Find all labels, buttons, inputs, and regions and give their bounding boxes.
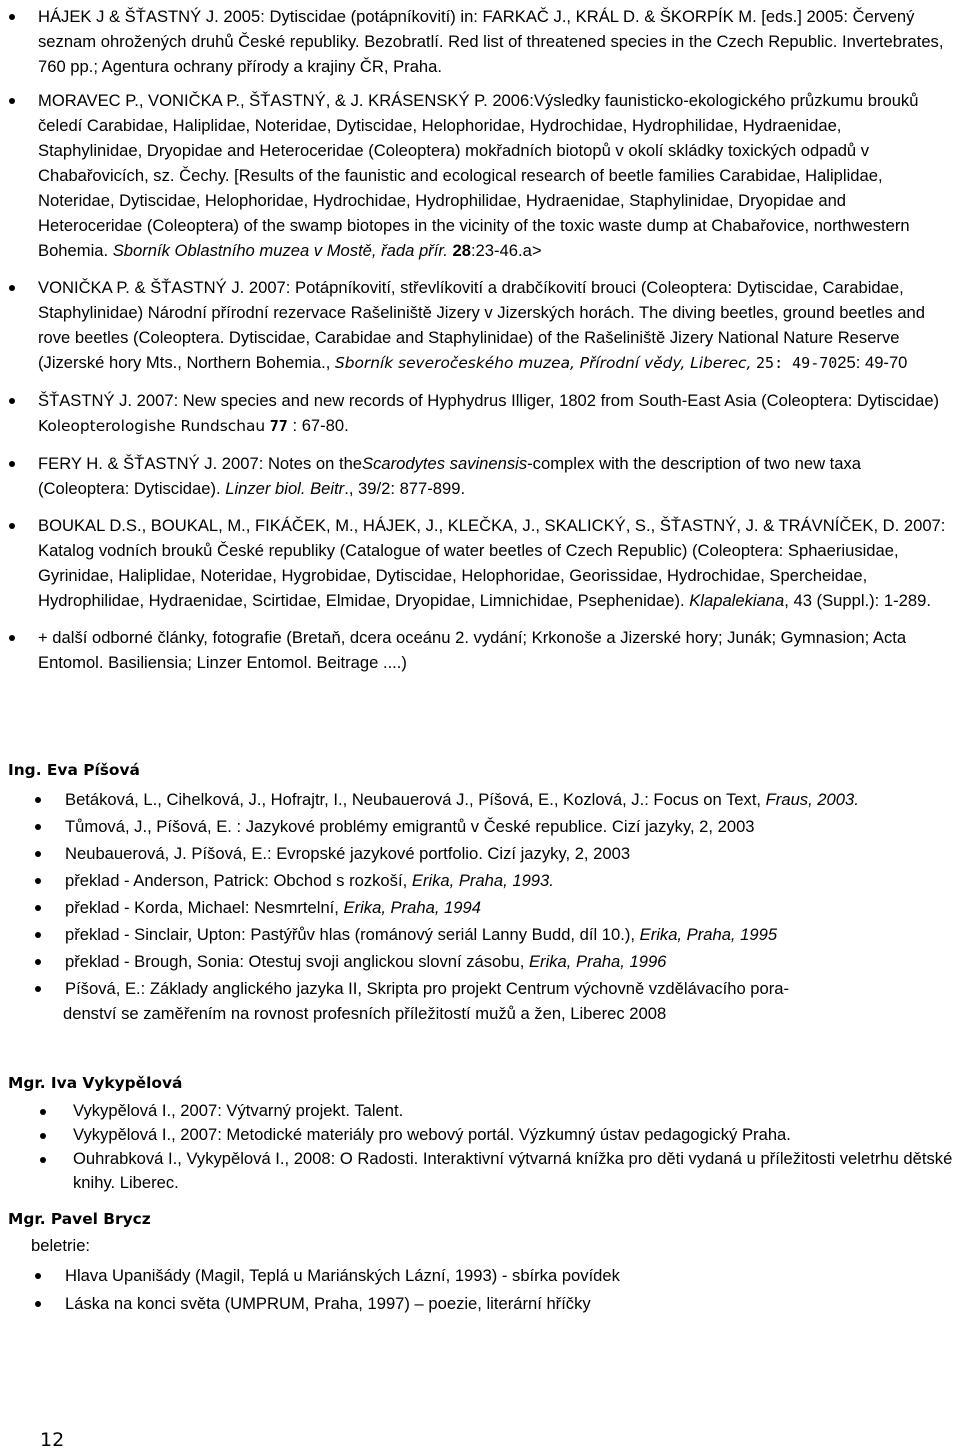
citation-text: MORAVEC P., VONIČKA P., ŠŤASTNÝ, & J. KRÁSENSKÝ P. 2006:Výsledky faunisticko-ekologického průzkumu brouků čeledí Carabidae, Haliplidae, Noteridae, Dytiscidae, Helophoridae, Hydrochidae, Hydrophilidae, Hydraenidae, Staphylinidae, Dryopidae and Heteroceridae (Coleoptera) mokřadních biotopů v okolí skládky toxických odpadů v Chabařovicích, sz. Čechy. [Results of the faunistic and ecological research of beetle families Carabidae, Haliplidae, Noteridae, Dytiscidae, Helophoridae, Hydrochidae, Hydrophilidae, Hydraenidae, Staphylinidae, Dryopidae and Heteroceridae (Coleoptera) of the swamp biotopes in the vicinity of the toxic waste dump at Chabařovice, northwestern Bohemia. xyxy=(38,91,919,260)
publication-list-pisova xyxy=(65,787,955,1028)
item-text: Betáková, L., Cihelková, J., Hofrajtr, I., Neubauerová J., Píšová, E., Kozlová, J.: Focus on Text, xyxy=(65,790,762,809)
list-item xyxy=(65,1262,945,1289)
journal-name: Koleopterologishe Rundschau xyxy=(38,417,266,435)
citation-text: -complex with the description of two new taxa (Coleoptera: Dytiscidae). xyxy=(38,454,862,498)
list-item xyxy=(65,895,955,920)
citation-pages: :23-46.a> xyxy=(470,241,542,260)
item-publisher: Erika, Praha, 1996 xyxy=(528,952,667,971)
journal-name: Sborník severočeského muzea, Přírodní vědy, Liberec, xyxy=(334,354,752,372)
list-item xyxy=(65,814,955,839)
species-name: Scarodytes savinensis xyxy=(362,454,528,473)
item-text: překlad - Korda, Michael: Nesmrtelní, xyxy=(65,898,339,917)
citation-pages: 25: 49-70 xyxy=(837,353,908,372)
section-heading-iva-vykypelova: Mgr. Iva Vykypělová xyxy=(8,1074,183,1092)
list-item xyxy=(38,4,946,79)
list-item xyxy=(65,868,955,893)
item-text: Vykypělová I., 2007: Výtvarný projekt. Talent. xyxy=(73,1101,404,1120)
volume-number: 28 xyxy=(452,241,471,260)
citation-pages: : 67-80. xyxy=(292,416,349,435)
citation-text: ŠŤASTNÝ J. 2007: New species and new records of Hyphydrus Illiger, 1802 from South-East Asia (Coleoptera: Dytiscidae) xyxy=(38,391,940,410)
item-text: Hlava Upanišády (Magil, Teplá u Mariánských Lázní, 1993) - sbírka povídek xyxy=(65,1266,620,1285)
citation-pages: ., 39/2: 877-899. xyxy=(344,479,466,498)
citation-text: + další odborné články, fotografie (Bretaň, dcera oceánu 2. vydání; Krkonoše a Jizerské hory; Junák; Gymnasion; Acta Entomol. Basiliensia; Linzer Entomol. Beitrage ....) xyxy=(38,628,907,672)
citation-pages: , 43 (Suppl.): 1-289. xyxy=(784,591,931,610)
citation-text: VONIČKA P. & ŠŤASTNÝ J. 2007: Potápníkovití, střevlíkovití a drabčíkovití brouci (Coleoptera: Dytiscidae, Carabidae, Staphylinidae) Národní přírodní rezervace Rašeliniště Jizery v Jizerských horách. The diving beetles, ground beetles and rove beetles (Coleoptera. Dytiscidae, Carabidae and Staphylinidae) of the Rašeliniště Jizery National Nature Reserve (Jizerské hory Mts., Northern Bohemia., xyxy=(38,278,926,372)
list-item xyxy=(38,451,946,501)
item-text: překlad - Sinclair, Upton: Pastýřův hlas (románový seriál Lanny Budd, díl 10.), xyxy=(65,925,635,944)
list-item xyxy=(65,949,955,974)
citation-text: BOUKAL D.S., BOUKAL, M., FIKÁČEK, M., HÁJEK, J., KLEČKA, J., SKALICKÝ, S., ŠŤASTNÝ, J. & TRÁVNÍČEK, D. 2007: Katalog vodních brouků České republiky (Catalogue of water beetles of Czech Republic) (Coleoptera: Sphaeriusidae, Gyrinidae, Haliplidae, Noteridae, Hygrobidae, Dytiscidae, Helophoridae, Georissidae, Hydrochidae, Spercheidae, Hydrophilidae, Hydraenidae, Scirtidae, Elmidae, Dryopidae, Limnichidae, Psephenidae). xyxy=(38,516,946,610)
item-publisher: Erika, Praha, 1995 xyxy=(639,925,778,944)
citation-text: FERY H. & ŠŤASTNÝ J. 2007: Notes on the xyxy=(38,454,363,473)
journal-name: Linzer biol. Beitr xyxy=(225,479,345,498)
item-publisher: Fraus, 2003. xyxy=(765,790,859,809)
list-item xyxy=(38,388,946,439)
page-number: 12 xyxy=(40,1429,65,1451)
list-item xyxy=(38,513,946,613)
item-text: Píšová, E.: Základy anglického jazyka II, Skripta pro projekt Centrum výchovně vzdělávacího pora- xyxy=(65,979,790,998)
volume-number: 77 xyxy=(269,417,288,435)
journal-name: Klapalekiana xyxy=(689,591,785,610)
item-text: Tůmová, J., Píšová, E. : Jazykové problémy emigrantů v České republice. Cizí jazyky, 2, 2003 xyxy=(65,817,755,836)
list-item xyxy=(38,88,946,263)
item-text: Vykypělová I., 2007: Metodické materiály pro webový portál. Výzkumný ústav pedagogický Praha. xyxy=(73,1125,791,1144)
item-text: Ouhrabková I., Vykypělová I., 2008: O Radosti. Interaktivní výtvarná knížka pro děti vydaná u příležitosti veletrhu dětské knihy. Liberec. xyxy=(73,1149,953,1192)
section-heading-pavel-brycz: Mgr. Pavel Brycz xyxy=(8,1210,151,1228)
publication-list-vykypelova xyxy=(73,1099,953,1195)
item-text: překlad - Brough, Sonia: Otestuj svoji anglickou slovní zásobu, xyxy=(65,952,525,971)
list-item xyxy=(65,922,955,947)
item-text: překlad - Anderson, Patrick: Obchod s rozkoší, xyxy=(65,871,408,890)
list-item xyxy=(73,1123,953,1147)
list-item xyxy=(73,1099,953,1123)
list-item xyxy=(65,841,955,866)
item-text: Neubauerová, J. Píšová, E.: Evropské jazykové portfolio. Cizí jazyky, 2, 2003 xyxy=(65,844,631,863)
list-item xyxy=(65,1290,945,1317)
publication-list-stastny xyxy=(38,4,946,679)
publication-list-brycz xyxy=(65,1262,945,1318)
list-item xyxy=(65,976,955,1026)
list-item xyxy=(38,625,946,675)
item-text-continued: denství se zaměřením na rovnost profesních příležitostí mužů a žen, Liberec 2008 xyxy=(63,1004,667,1023)
item-publisher: Erika, Praha, 1994 xyxy=(343,898,481,917)
list-item xyxy=(65,787,955,812)
journal-name: Sborník Oblastního muzea v Mostě, řada přír. xyxy=(112,241,448,260)
section-heading-eva-pisova: Ing. Eva Píšová xyxy=(8,761,140,779)
item-publisher: Erika, Praha, 1993. xyxy=(411,871,554,890)
item-text: Láska na konci světa (UMPRUM, Praha, 1997) – poezie, literární hříčky xyxy=(65,1294,591,1313)
volume-pages-mono: 25: 49-70 xyxy=(756,354,838,372)
list-item xyxy=(38,275,946,376)
citation-text: HÁJEK J & ŠŤASTNÝ J. 2005: Dytiscidae (potápníkovití) in: FARKAČ J., KRÁL D. & ŠKORPÍK M. [eds.] 2005: Červený seznam ohrožených druhů České republiky. Bezobratlí. Red list of threatened species in the Czech Republic. Invertebrates, 760 pp.; Agentura ochrany přírody a krajiny ČR, Praha. xyxy=(38,7,944,76)
subheading-beletrie: beletrie: xyxy=(31,1236,91,1255)
list-item xyxy=(73,1147,953,1195)
